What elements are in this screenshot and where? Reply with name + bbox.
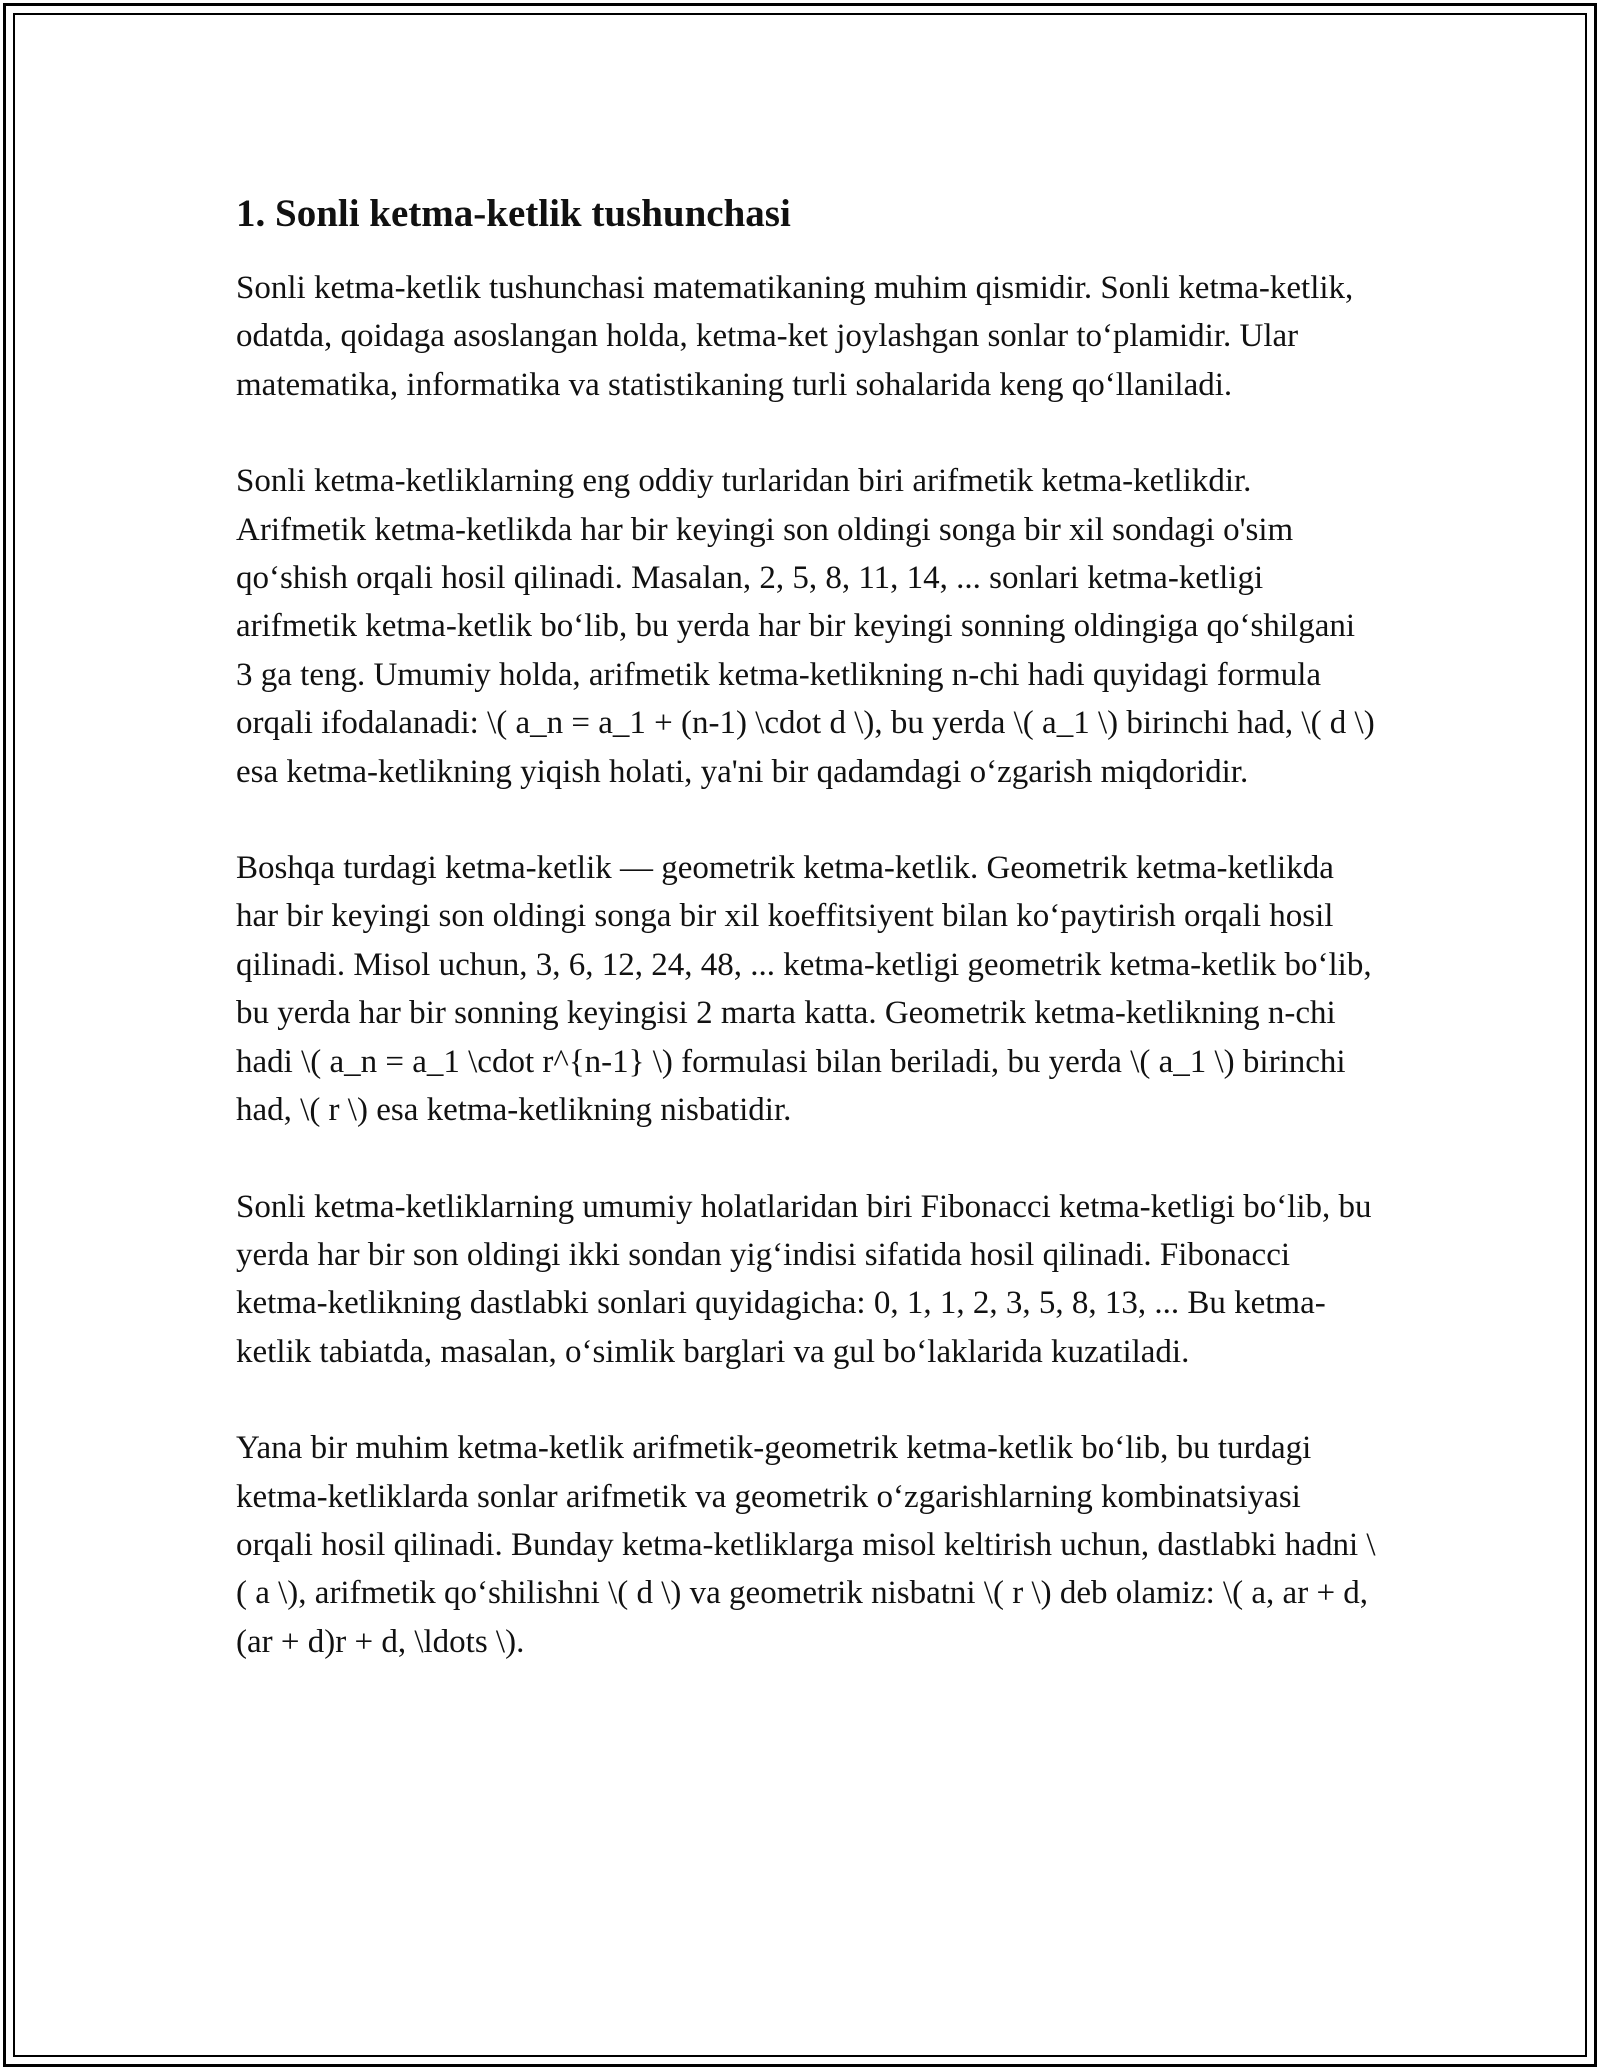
paragraph-arithmetic: Sonli ketma-ketliklarning eng oddiy turlaridan biri arifmetik ketma-ketlikdir. Arifmetik ketma-ketlikda har bir keyingi son oldingi songa bir xil sondagi o'sim qo‘shish orqali hosil qilinadi. Masalan, 2, 5, 8, 11, 14, ... sonlari ketma-ketligi arifmetik ketma-ketlik bo‘lib, bu yerda har bir keyingi sonning oldingiga qo‘shilgani 3 ga teng. Umumiy holda, arifmetik ketma-ketlikning n-chi hadi quyidagi formula orqali ifodalanadi: \( a_n = a_1 + (n-1) \cdot d \), bu yerda \( a_1 \) birinchi had, \( d \) esa ketma-ketlikning yiqish holati, ya'ni bir qadamdagi o‘zgarish miqdoridir. (236, 463, 1375, 790)
paragraph-arithmetic-geometric: Yana bir muhim ketma-ketlik arifmetik-geometrik ketma-ketlik bo‘lib, bu turdagi ketma-ketliklarda sonlar arifmetik va geometrik o‘zgarishlarning kombinatsiyasi orqali hosil qilinadi. Bunday ketma-ketliklarga misol keltirish uchun, dastlabki hadni \( a \), arifmetik qo‘shilishni \( d \) va geometrik nisbatni \( r \) deb olamiz: \( a, ar + d, (ar + d)r + d, \ldots \). (236, 1430, 1376, 1660)
paragraph-fibonacci: Sonli ketma-ketliklarning umumiy holatlaridan biri Fibonacci ketma-ketligi bo‘lib, bu yerda har bir son oldingi ikki sondan yig‘indisi sifatida hosil qilinadi. Fibonacci ketma-ketlikning dastlabki sonlari quyidagicha: 0, 1, 1, 2, 3, 5, 8, 13, ... Bu ketma-ketlik tabiatda, masalan, o‘simlik barglari va gul bo‘laklarida kuzatiladi. (236, 1188, 1372, 1370)
section-heading: 1. Sonli ketma-ketlik tushunchasi (236, 192, 791, 235)
paragraph-geometric: Boshqa turdagi ketma-ketlik — geometrik ketma-ketlik. Geometrik ketma-ketlikda har bir keyingi son oldingi songa bir xil koeffitsiyent bilan ko‘paytirish orqali hosil qilinadi. Misol uchun, 3, 6, 12, 24, 48, ... ketma-ketligi geometrik ketma-ketlik bo‘lib, bu yerda har bir sonning keyingisi 2 marta katta. Geometrik ketma-ketlikning n-chi hadi \( a_n = a_1 \cdot r^{n-1} \) formulasi bilan beriladi, bu yerda \( a_1 \) birinchi had, \( r \) esa ketma-ketlikning nisbatidir. (236, 850, 1372, 1129)
paragraph-intro: Sonli ketma-ketlik tushunchasi matematikaning muhim qismidir. Sonli ketma-ketlik, odatda, qoidaga asoslangan holda, ketma-ket joylashgan sonlar to‘plamidir. Ular matematika, informatika va statistikaning turli sohalarida keng qo‘llaniladi. (236, 270, 1354, 403)
document-body (236, 186, 1376, 1714)
